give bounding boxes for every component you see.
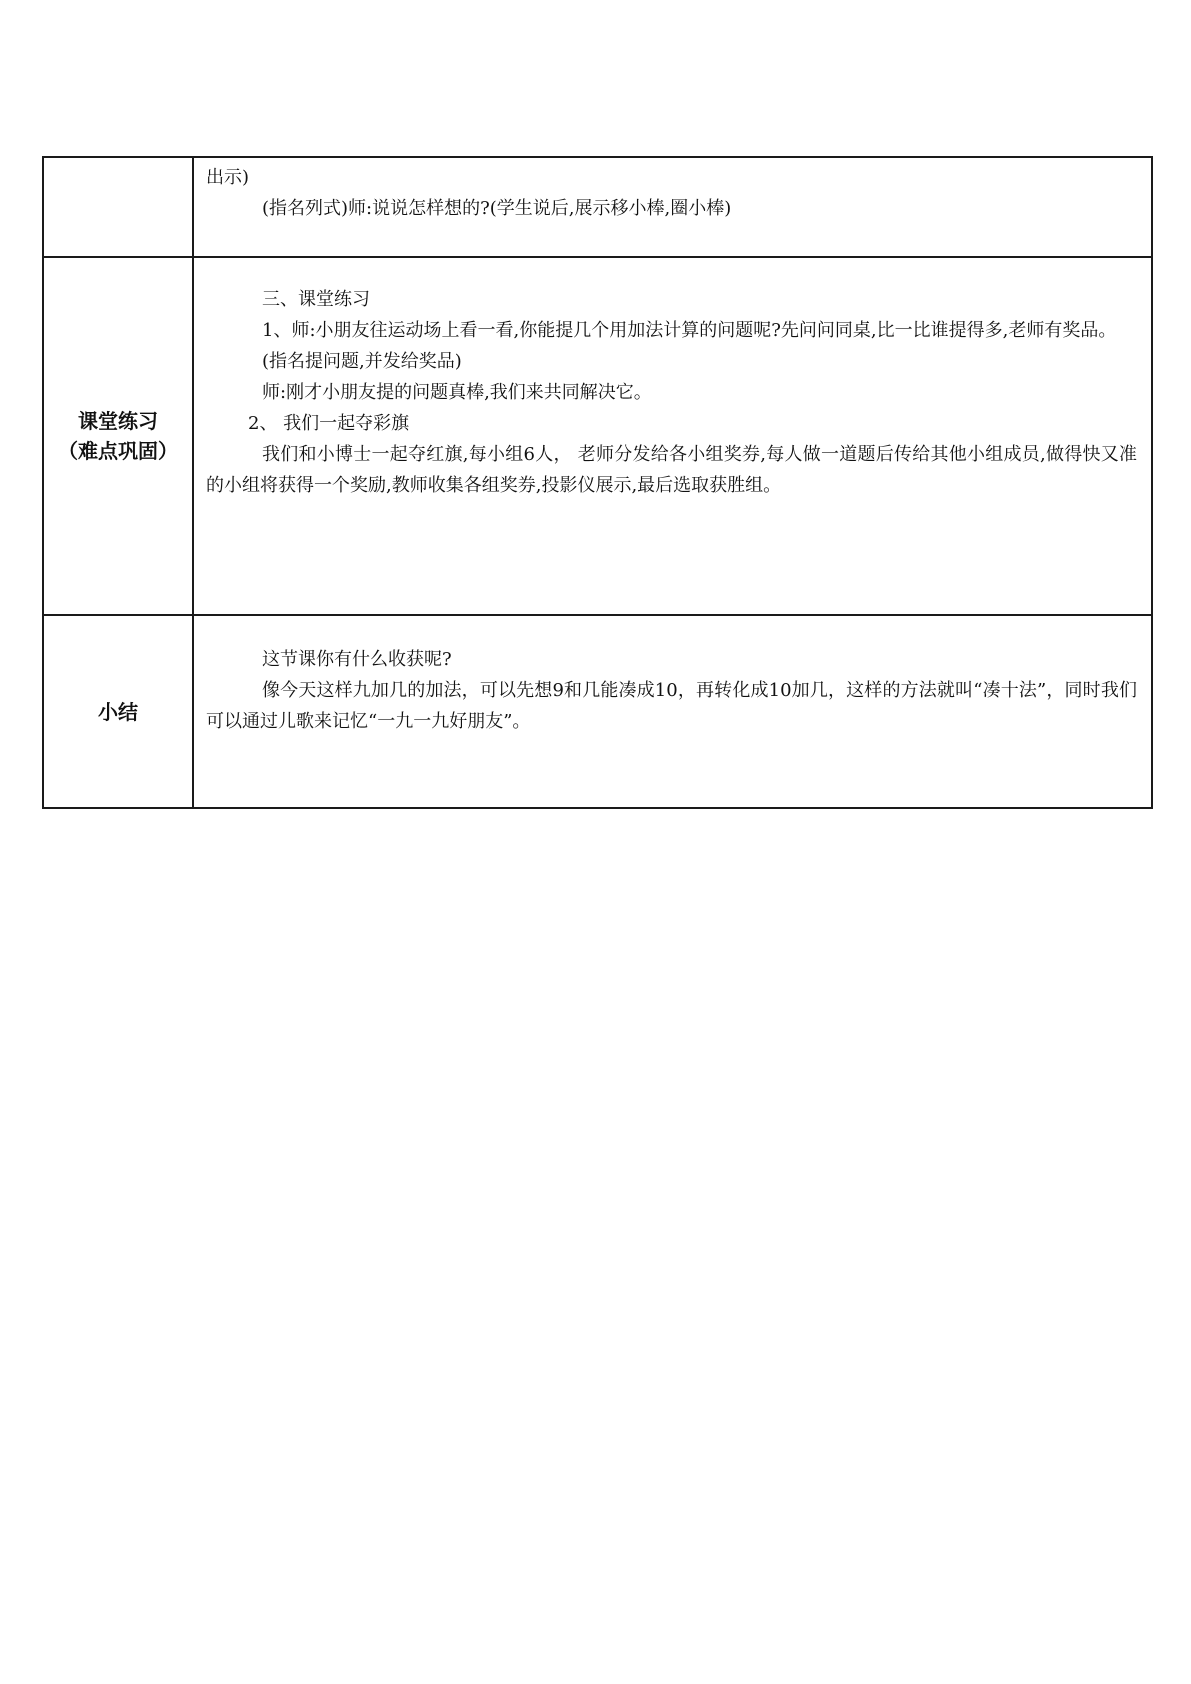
content-line: 出示) [206, 167, 250, 188]
row-label-sub: （难点巩固） [58, 439, 178, 463]
row-label: 课堂练习 [78, 409, 158, 433]
table-row [43, 157, 1152, 257]
content-line: (指名列式)师:说说怎样想的?(学生说后,展示移小棒,圈小棒) [262, 198, 732, 219]
row-label-cell [43, 615, 193, 808]
section-heading: 三、课堂练习 [262, 289, 370, 310]
row-label-cell [43, 257, 193, 615]
content-line: (指名提问题,并发给奖品) [262, 351, 462, 372]
content-paragraph: 我们和小博士一起夺红旗,每小组6人， 老师分发给各小组奖券,每人做一道题后传给其他小组成员,做得快又准的小组将获得一个奖励,教师收集各组奖券,投影仪展示,最后选取获胜组。 [206, 444, 1137, 496]
content-paragraph: 像今天这样九加几的加法，可以先想9和几能凑成10，再转化成10加几，这样的方法就叫“凑十法”，同时我们可以通过儿歌来记忆“一九一九好朋友”。 [206, 680, 1137, 732]
row-content-cell [193, 257, 1152, 615]
table-row [43, 615, 1152, 808]
content-line: 师:刚才小朋友提的问题真棒,我们来共同解决它。 [262, 382, 652, 403]
table-row [43, 257, 1152, 615]
content-line: 这节课你有什么收获呢? [262, 649, 452, 670]
content-line: 2、 我们一起夺彩旗 [248, 413, 410, 434]
row-content-cell [193, 157, 1152, 257]
row-label: 小结 [98, 699, 138, 724]
content-paragraph: 1、师:小朋友往运动场上看一看,你能提几个用加法计算的问题呢?先问问同桌,比一比谁提得多,老师有奖品。 [262, 320, 1117, 341]
lesson-plan-table [42, 156, 1153, 809]
row-content-cell [193, 615, 1152, 808]
row-label-cell [43, 157, 193, 257]
